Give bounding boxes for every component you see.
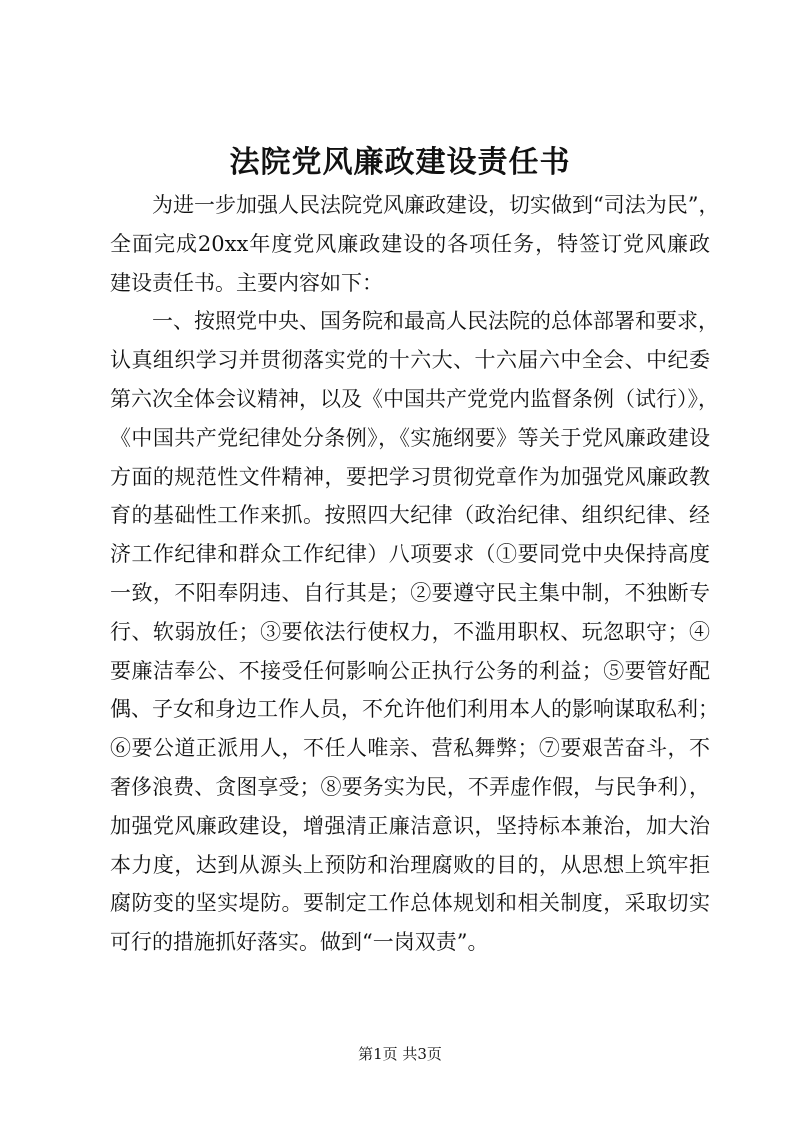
paragraph-line: 认真组织学习并贯彻落实党的十六大、十六届六中全会、中纪委 <box>110 348 710 373</box>
paragraph-line: 加强党风廉政建设，增强清正廉洁意识，坚持标本兼治，加大治 <box>110 813 710 838</box>
paragraph-line: 育的基础性工作来抓。按照四大纪律（政治纪律、组织纪律、经 <box>110 503 710 528</box>
paragraph-line: 本力度，达到从源头上预防和治理腐败的目的，从思想上筑牢拒 <box>110 852 710 877</box>
paragraph-line: 为进一步加强人民法院党风廉政建设，切实做到“司法为民”， <box>152 193 720 217</box>
paragraph-line: ⑥要公道正派用人，不任人唯亲、营私舞弊；⑦要艰苦奋斗，不 <box>110 736 710 761</box>
paragraph-line: 行、软弱放任；③要依法行使权力，不滥用职权、玩忽职守；④ <box>110 619 710 644</box>
paragraph-line: 可行的措施抓好落实。做到“一岗双责”。 <box>110 930 489 955</box>
paragraph-line: 奢侈浪费、贪图享受；⑧要务实为民，不弄虚作假，与民争利）， <box>110 774 710 799</box>
paragraph-line: 一致，不阳奉阴违、自行其是；②要遵守民主集中制，不独断专 <box>110 580 710 605</box>
paragraph-line: 腐防变的坚实堤防。要制定工作总体规划和相关制度，采取切实 <box>110 891 710 916</box>
paragraph-line: 《中国共产党纪律处分条例》，《实施纲要》等关于党风廉政建设 <box>110 425 710 450</box>
paragraph-line: 全面完成20xx年度党风廉政建设的各项任务，特签订党风廉政 <box>110 231 710 256</box>
paragraph-line: 建设责任书。主要内容如下： <box>110 270 383 295</box>
document-title: 法院党风廉政建设责任书 <box>229 145 571 180</box>
paragraph-line: 一、按照党中央、国务院和最高人民法院的总体部署和要求， <box>152 309 719 334</box>
page-number-footer: 第1页 共3页 <box>358 1045 442 1063</box>
paragraph-line: 方面的规范性文件精神，要把学习贯彻党章作为加强党风廉政教 <box>110 464 710 489</box>
paragraph-line: 第六次全体会议精神，以及《中国共产党党内监督条例（试行）》， <box>110 386 719 411</box>
document-body <box>110 186 720 962</box>
paragraph-line: 济工作纪律和群众工作纪律）八项要求（①要同党中央保持高度 <box>110 542 710 567</box>
paragraph-line: 要廉洁奉公、不接受任何影响公正执行公务的利益；⑤要管好配 <box>110 658 710 683</box>
paragraph-line: 偶、子女和身边工作人员，不允许他们利用本人的影响谋取私利； <box>110 697 719 722</box>
